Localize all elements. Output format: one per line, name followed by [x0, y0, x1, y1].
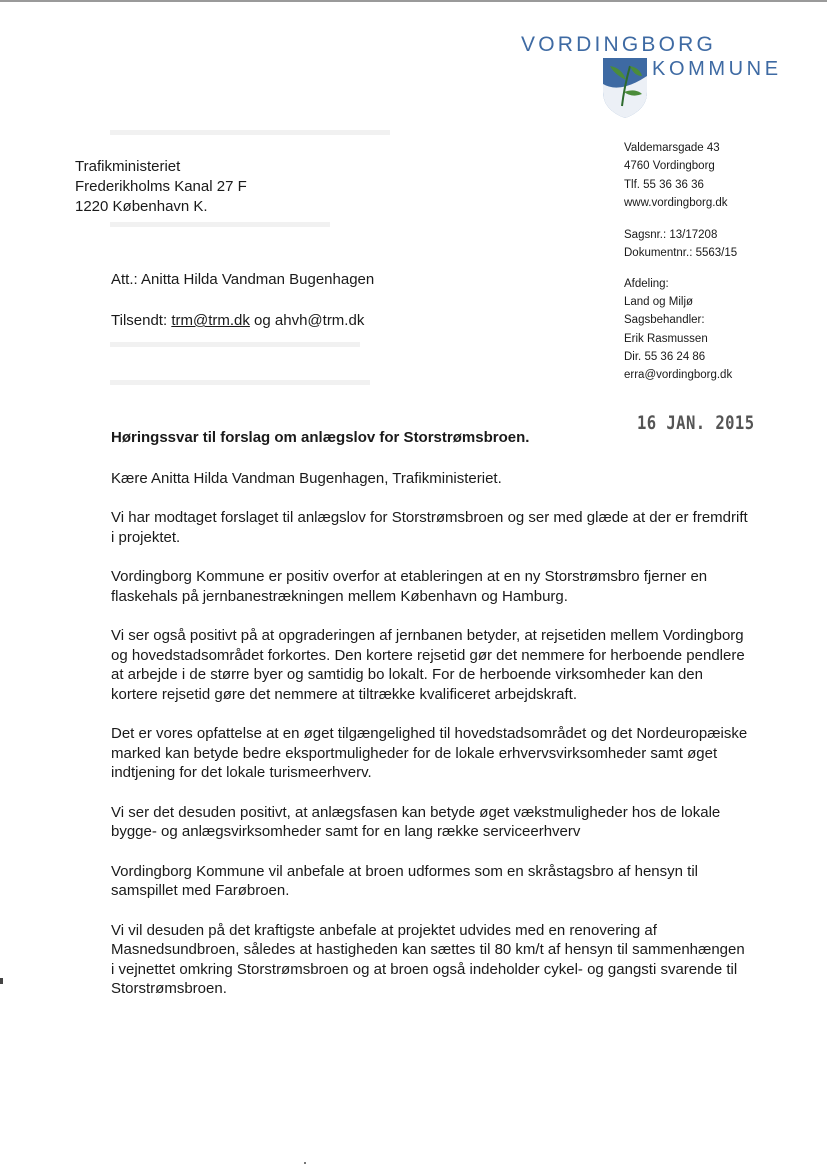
- attention-line: Att.: Anitta Hilda Vandman Bugenhagen: [111, 271, 375, 288]
- paragraph-1: Vi har modtaget forslaget til anlægslov for Storstrømsbroen og ser med glæde at der er fremdrift i projektet.: [111, 509, 748, 546]
- logo-text-kommune: KOMMUNE: [652, 58, 782, 80]
- letter-heading: Høringssvar til forslag om anlægslov for Storstrømsbroen.: [111, 429, 530, 446]
- date-received-stamp: 16 JAN. 2015: [637, 412, 755, 434]
- recipient-street: Frederikholms Kanal 27 F: [75, 178, 247, 195]
- scan-speck: [304, 1162, 306, 1164]
- paragraph-6: Vordingborg Kommune vil anbefale at broen udformes som en skråstagsbro af hensyn til samspillet med Farøbroen.: [111, 862, 698, 899]
- paragraph-5: Vi ser det desuden positivt, at anlægsfasen kan betyde øget vækstmuligheder hos de lokale bygge- og anlægsvirksomheder samt for en lang række serviceerhverv: [111, 803, 721, 840]
- paragraph-3: Vi ser også positivt på at opgraderingen af jernbanen betyder, at rejsetiden mellem Vordingborg og hovedstadsområdet forkortes. Den kortere rejsetid gør det nemmere for herboende pendlere at arbejde i de større byer og samtidig bo lokalt. For de herboende virksomheder kan den kortere rejsetid gøre det nemmere at tiltrække kvalificeret arbejdskraft.: [111, 627, 745, 703]
- letter-body: [111, 428, 751, 1019]
- sender-street: Valdemarsgade 43: [624, 142, 720, 154]
- sent-to-prefix: Tilsendt:: [111, 312, 172, 329]
- sender-city: 4760 Vordingborg: [624, 160, 715, 173]
- bleed-through-mark: [110, 342, 360, 347]
- coat-of-arms-logo: [600, 54, 650, 120]
- sender-info-block: [624, 139, 737, 385]
- recipient-name: Trafikministeriet: [75, 158, 181, 175]
- email-link-trm[interactable]: trm@trm.dk: [171, 312, 250, 329]
- department-value: Land og Miljø: [624, 296, 694, 309]
- letter-greeting: Kære Anitta Hilda Vandman Bugenhagen, Trafikministeriet.: [111, 469, 502, 487]
- scan-artifact: [0, 978, 3, 984]
- sent-to-line: [111, 312, 364, 329]
- recipient-city: 1220 København K.: [75, 198, 208, 215]
- sent-to-rest: og ahvh@trm.dk: [249, 312, 365, 329]
- recipient-address: [75, 157, 247, 217]
- department-label: Afdeling:: [624, 277, 669, 290]
- case-number: Sagsnr.: 13/17208: [624, 229, 718, 242]
- sender-website: www.vordingborg.dk: [624, 196, 728, 209]
- bleed-through-mark: [110, 380, 370, 385]
- paragraph-2: Vordingborg Kommune er positiv overfor at etableringen at en ny Storstrømsbro fjerner en flaskehals på jernbanestrækningen mellem København og Hamburg.: [111, 568, 708, 605]
- bleed-through-mark: [110, 130, 390, 135]
- case-handler-label: Sagsbehandler:: [624, 314, 705, 327]
- logo-text-vordingborg: VORDINGBORG: [521, 33, 717, 56]
- handler-email: erra@vordingborg.dk: [624, 369, 733, 382]
- case-handler-name: Erik Rasmussen: [624, 332, 708, 345]
- paragraph-7: Vi vil desuden på det kraftigste anbefale at projektet udvides med en renovering af Masnedsundbroen, således at hastigheden kan sættes til 80 km/t af hensyn til sammenhængen i vejnettet omkring Storstrømsbroen og at broen også indeholder cykel- og gangsti svarende til Storstrømsbroen.: [111, 921, 745, 997]
- paragraph-4: Det er vores opfattelse at en øget tilgængelighed til hovedstadsområdet og det Nordeuropæiske marked kan betyde bedre eksportmuligheder for de lokale erhvervsvirksomheder samt øget indtjening for det lokale turismeerhverv.: [111, 725, 748, 781]
- bleed-through-mark: [110, 222, 330, 227]
- sender-phone: Tlf. 55 36 36 36: [624, 178, 704, 191]
- direct-phone: Dir. 55 36 24 86: [624, 350, 706, 363]
- scan-top-edge: [0, 0, 827, 2]
- document-number: Dokumentnr.: 5563/15: [624, 247, 738, 260]
